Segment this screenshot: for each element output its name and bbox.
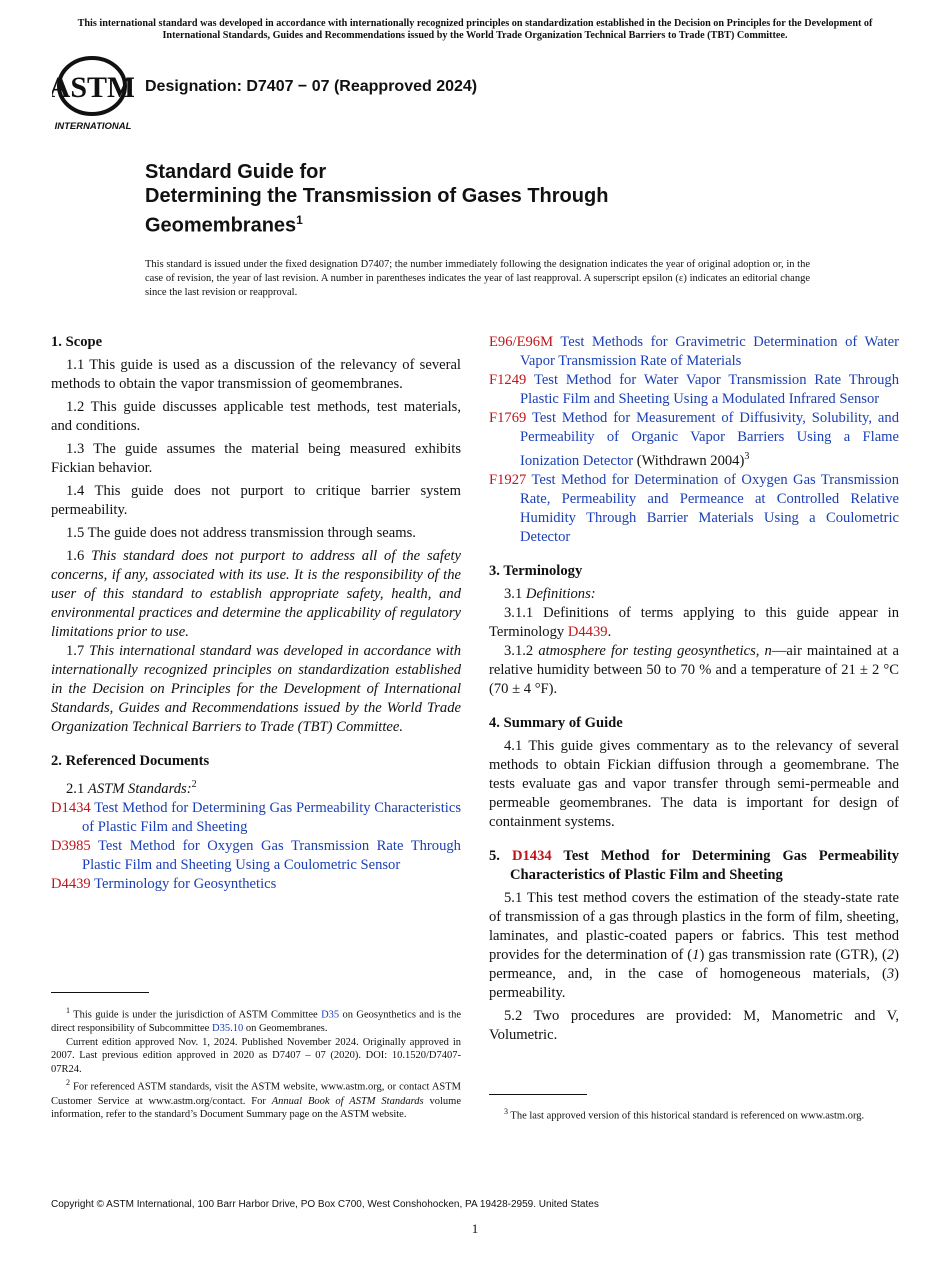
top-notice: This international standard was developed in accordance with internationally recognized principles on standardization established in the Decision on Principles for the Development of International Standards, Guides and Recommendations issued by the World Trade Organization Technical Barriers to Trade (TBT) Committee. <box>77 18 873 41</box>
para-1-6: 1.6 This standard does not purport to address all of the safety concerns, if any, associated with its use. It is the responsibility of the user of this standard to establish appropriate safety, health, and environmental practices and determine the applicability of regulatory limitations prior to use. <box>51 548 461 640</box>
para-3-1-1: 3.1.1 Definitions of terms applying to this guide appear in Terminology D4439. <box>489 604 899 640</box>
link-d1434[interactable]: D1434 <box>511 847 552 864</box>
para-1-4: 1.4 This guide does not purport to critique barrier system permeability. <box>51 483 461 518</box>
para-1-3: 1.3 The guide assumes the material being measured exhibits Fickian behavior. <box>51 441 461 476</box>
document-title <box>145 160 845 238</box>
link-d35-10[interactable]: D35.10 <box>211 1023 244 1035</box>
copyright: Copyright © ASTM International, 100 Barr Harbor Drive, PO Box C700, West Conshohocken, PA 19428-2959. United States <box>51 1199 599 1210</box>
footnote-3: $^3$ The last approved version of this historical standard is referenced on www.astm.org. <box>504 1107 865 1122</box>
footnotes-right <box>489 1105 899 1123</box>
para-5-1: 5.1 This test method covers the estimation of the steady-state rate of transmission of a gas through plastics in the form of film, sheeting, laminates, and plastic-coated papers or fabrics. This test method provides for the determination of (1) gas transmission rate (GTR), (2) permeance, and, in the case of homogeneous materials, (3) permeability. <box>489 889 899 1001</box>
para-1-2: 1.2 This guide discusses applicable test methods, test materials, and conditions. <box>51 399 461 434</box>
para-2-1: 2.1 ASTM Standards:$^2$ <box>66 779 197 797</box>
page-number: 1 <box>471 1221 479 1236</box>
para-4-1: 4.1 This guide gives commentary as to the relevancy of several methods to obtain Fickian diffusion through a geomembrane. The tests evaluate gas and vapor transfer through semi-permeable and permeable geomembranes. The data is important for design of containment systems. <box>489 737 899 830</box>
para-1-7: 1.7 This international standard was developed in accordance with internationally recognized principles on standardization established in the Decision on Principles for the Development of International Standards, Guides and Recommendations issued by the World Trade Organization Technical Barriers to Trade (TBT) Committee. <box>51 643 462 735</box>
section-2-heading: 2. Referenced Documents <box>51 753 210 769</box>
section-3-heading: 3. Terminology <box>489 562 583 579</box>
footnote-2: $^2$ For referenced ASTM standards, visit the ASTM website, www.astm.org, or contact ASTM Customer Service at www.astm.org/contact. For Annual Book of ASTM Standards volume information, refer to the standard’s Document Summary page on the ASTM website. <box>51 1078 462 1121</box>
link-d35[interactable]: D35 <box>321 1009 340 1021</box>
ref-d3985[interactable]: D3985 Test Method for Oxygen Gas Transmission Rate Through Plastic Film and Sheeting Using a Coulometric Sensor <box>51 837 461 873</box>
section-4-heading: 4. Summary of Guide <box>489 714 623 731</box>
svg-text:INTERNATIONAL: INTERNATIONAL <box>54 121 132 132</box>
ref-f1769[interactable]: F1769 Test Method for Measurement of Diffusivity, Solubility, and Permeability of Organic Vapor Barriers Using a Flame Ionization Detector (Withdrawn 2004)$^3$ <box>489 410 899 469</box>
footnote-rule-left <box>51 992 149 993</box>
title-line-2: Determining the Transmission of Gases Through <box>145 185 609 207</box>
title-footnote-ref[interactable]: 1 <box>296 213 303 227</box>
ref-e96[interactable]: E96/E96M Test Methods for Gravimetric Determination of Water Vapor Transmission Rate of Materials <box>489 334 899 369</box>
para-1-5: 1.5 The guide does not address transmission through seams. <box>66 525 416 541</box>
footnote-rule-right <box>489 1094 587 1095</box>
ref-d4439[interactable]: D4439 Terminology for Geosynthetics <box>51 875 277 892</box>
ref-f1927[interactable]: F1927 Test Method for Determination of Oxygen Gas Transmission Rate, Permeability and Permeance at Controlled Relative Humidity Through Barrier Materials Using a Coulometric Detector <box>489 471 899 545</box>
footnote-edition: Current edition approved Nov. 1, 2024. Published November 2024. Originally approved in 2007. Last previous edition approved in 2020 as D7407 – 07 (2020). DOI: 10.1520/D7407-07R24. <box>51 1036 461 1075</box>
footnotes-left <box>51 1004 461 1122</box>
section-5-heading: 5. D1434 Test Method for Determining Gas Permeability Characteristics of Plastic Film and Sheeting <box>489 847 899 883</box>
para-3-1: 3.1 Definitions: <box>504 585 596 602</box>
title-line-1: Standard Guide for <box>145 161 327 183</box>
ref-d1434[interactable]: D1434 Test Method for Determining Gas Permeability Characteristics of Plastic Film and Sheeting <box>51 799 462 835</box>
left-column <box>51 333 461 894</box>
astm-logo <box>52 56 134 132</box>
right-column <box>489 333 899 1045</box>
title-line-3: Geomembranes$^1$ <box>145 213 303 237</box>
section-1-heading: 1. Scope <box>51 334 103 350</box>
link-d4439[interactable]: D4439 <box>567 623 608 640</box>
para-1-1: 1.1 This guide is used as a discussion of the relevancy of several methods to obtain the vapor transmission of geomembranes. <box>51 357 461 392</box>
designation: Designation: D7407 − 07 (Reapproved 2024) <box>145 78 478 95</box>
ref-f1249[interactable]: F1249 Test Method for Water Vapor Transmission Rate Through Plastic Film and Sheeting Using a Modulated Infrared Sensor <box>489 372 899 407</box>
svg-text:ASTM: ASTM <box>52 71 134 104</box>
astm-logo-icon <box>52 56 134 132</box>
para-5-2: 5.2 Two procedures are provided: M, Manometric and V, Volumetric. <box>489 1007 899 1043</box>
issued-statement: This standard is issued under the fixed designation D7407; the number immediately following the designation indicates the year of original adoption or, in the case of revision, the year of last revision. A number in parentheses indicates the year of last reapproval. A superscript epsilon (ε) indicates an editorial change since the last revision or reapproval. <box>145 259 810 298</box>
para-3-1-2: 3.1.2 atmosphere for testing geosynthetics, n—air maintained at a relative humidity between 50 to 70 % and a temperature of 21 ± 2 °C (70 ± 4 °F). <box>489 642 899 697</box>
footnote-1: $^1$ This guide is under the jurisdiction of ASTM Committee D35 on Geosynthetics and is the direct responsibility of Subcommittee D35.10 on Geomembranes. <box>51 1006 462 1035</box>
